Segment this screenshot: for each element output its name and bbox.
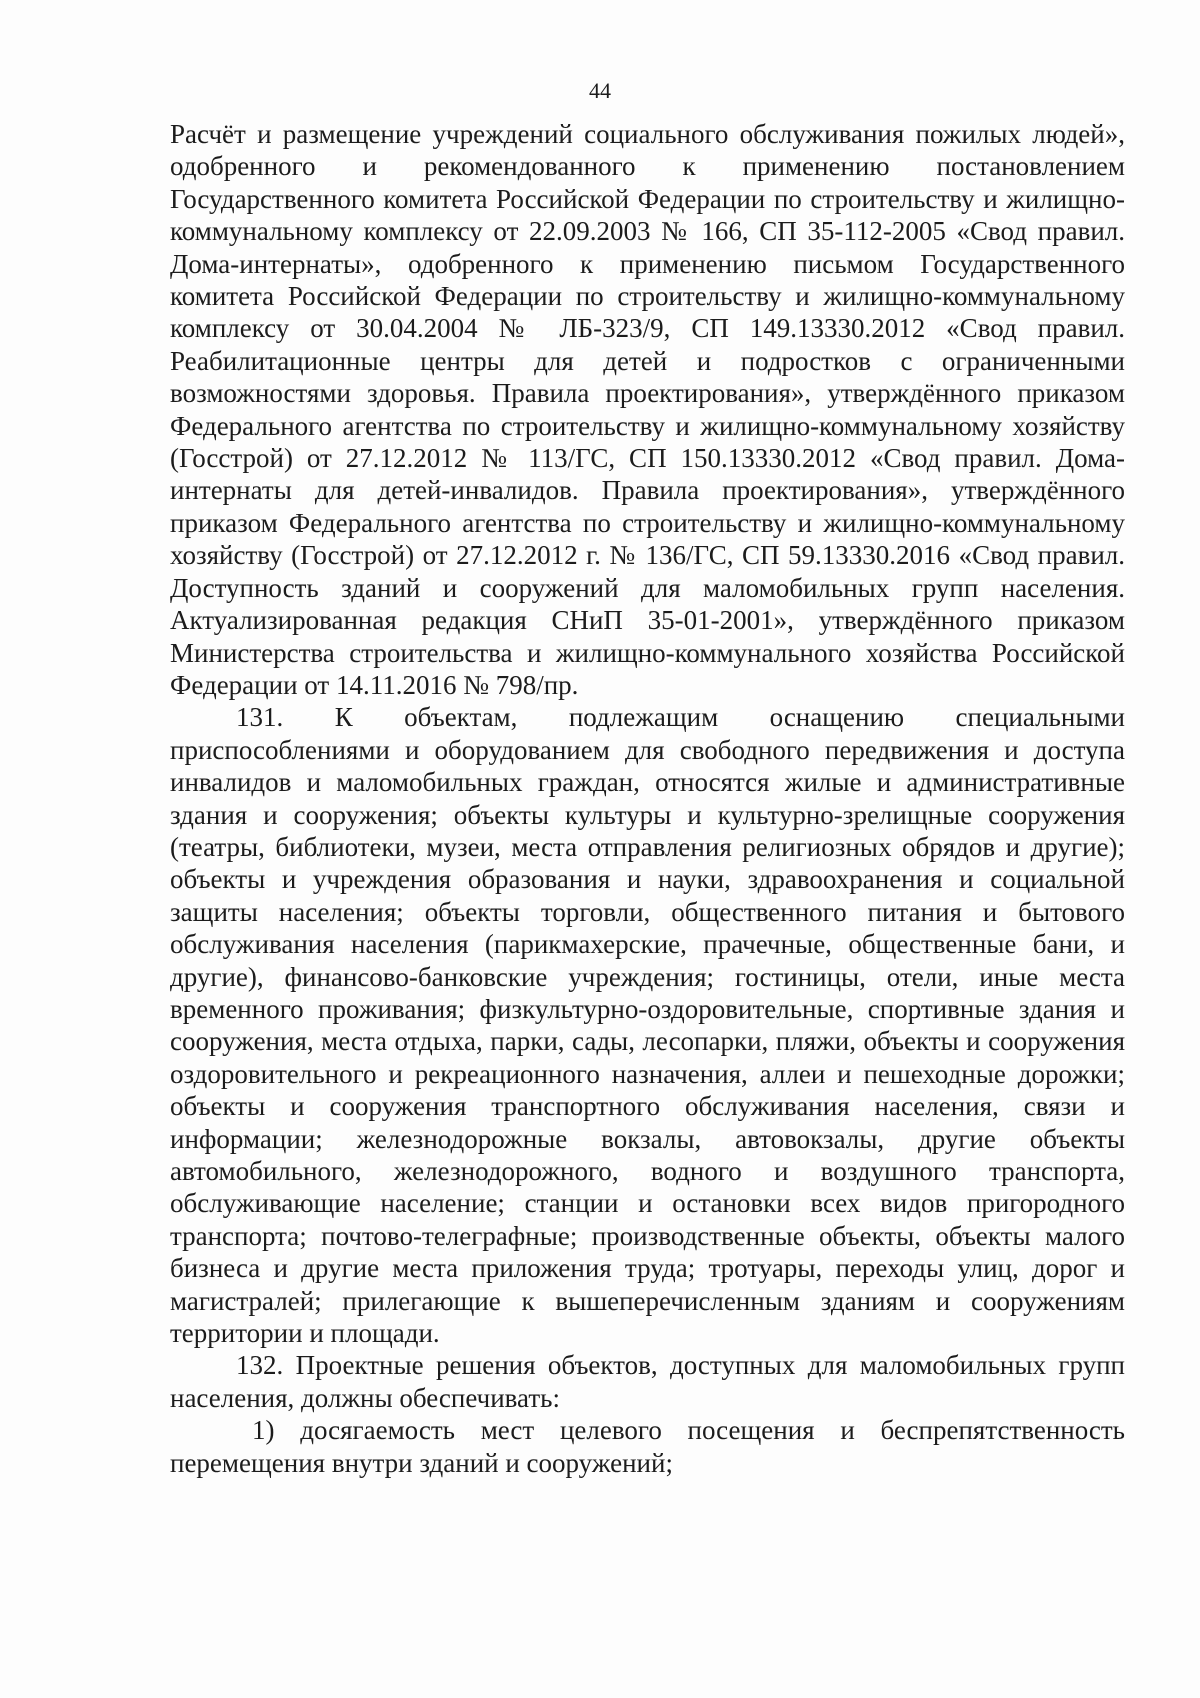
page-number: 44 [589, 78, 611, 103]
paragraph-continuation: Расчёт и размещение учреждений социального обслуживания пожилых людей», одобренного и рекомендованного к применению постановлением Государственного комитета Российской Федерации по строительству и жилищно-коммунальному комплексу от 22.09.2003 № 166, СП 35-112-2005 «Свод правил. Дома-интернаты», одобренного к применению письмом Государственного комитета Российской Федерации по строительству и жилищно-коммунальному комплексу от 30.04.2004 № ЛБ-323/9, СП 149.13330.2012 «Свод правил. Реабилитационные центры для детей и подростков с ограниченными возможностями здоровья. Правила проектирования», утверждённого приказом Федерального агентства по строительству и жилищно-коммунальному хозяйству (Госстрой) от 27.12.2012 № 113/ГС, СП 150.13330.2012 «Свод правил. Дома-интернаты для детей-инвалидов. Правила проектирования», утверждённого приказом Федерального агентства по строительству и жилищно-коммунальному хозяйству (Госстрой) от 27.12.2012 г. № 136/ГС, СП 59.13330.2016 «Свод правил. Доступность зданий и сооружений для маломобильных групп населения. Актуализированная редакция СНиП 35-01-2001», утверждённого приказом Министерства строительства и жилищно-коммунального хозяйства Российской Федерации от 14.11.2016 № 798/пр. [170, 119, 1125, 700]
paragraph-item-131: 131. К объектам, подлежащим оснащению специальными приспособлениями и оборудованием для свободного передвижения и доступа инвалидов и маломобильных граждан, относятся жилые и административные здания и сооружения; объекты культуры и культурно-зрелищные сооружения (театры, библиотеки, музеи, места отправления религиозных обрядов и другие); объекты и учреждения образования и науки, здравоохранения и социальной защиты населения; объекты торговли, общественного питания и бытового обслуживания населения (парикмахерские, прачечные, общественные бани, и другие), финансово-банковские учреждения; гостиницы, отели, иные места временного проживания; физкультурно-оздоровительные, спортивные здания и сооружения, места отдыха, парки, сады, лесопарки, пляжи, объекты и сооружения оздоровительного и рекреационного назначения, аллеи и пешеходные дорожки; объекты и сооружения транспортного обслуживания населения, связи и информации; железнодорожные вокзалы, автовокзалы, другие объекты автомобильного, железнодорожного, водного и воздушного транспорта, обслуживающие население; станции и остановки всех видов пригородного транспорта; почтово-телеграфные; производственные объекты, объекты малого бизнеса и другие места приложения труда; тротуары, переходы улиц, дорог и магистралей; прилегающие к вышеперечисленным зданиям и сооружениям территории и площади. [170, 702, 1125, 1349]
document-body [170, 118, 1125, 1479]
paragraph-item-132-1: 1) досягаемость мест целевого посещения и беспрепятственность перемещения внутри зданий и сооружений; [170, 1415, 1125, 1478]
paragraph-item-132: 132. Проектные решения объектов, доступных для маломобильных групп населения, должны обеспечивать: [170, 1350, 1125, 1413]
